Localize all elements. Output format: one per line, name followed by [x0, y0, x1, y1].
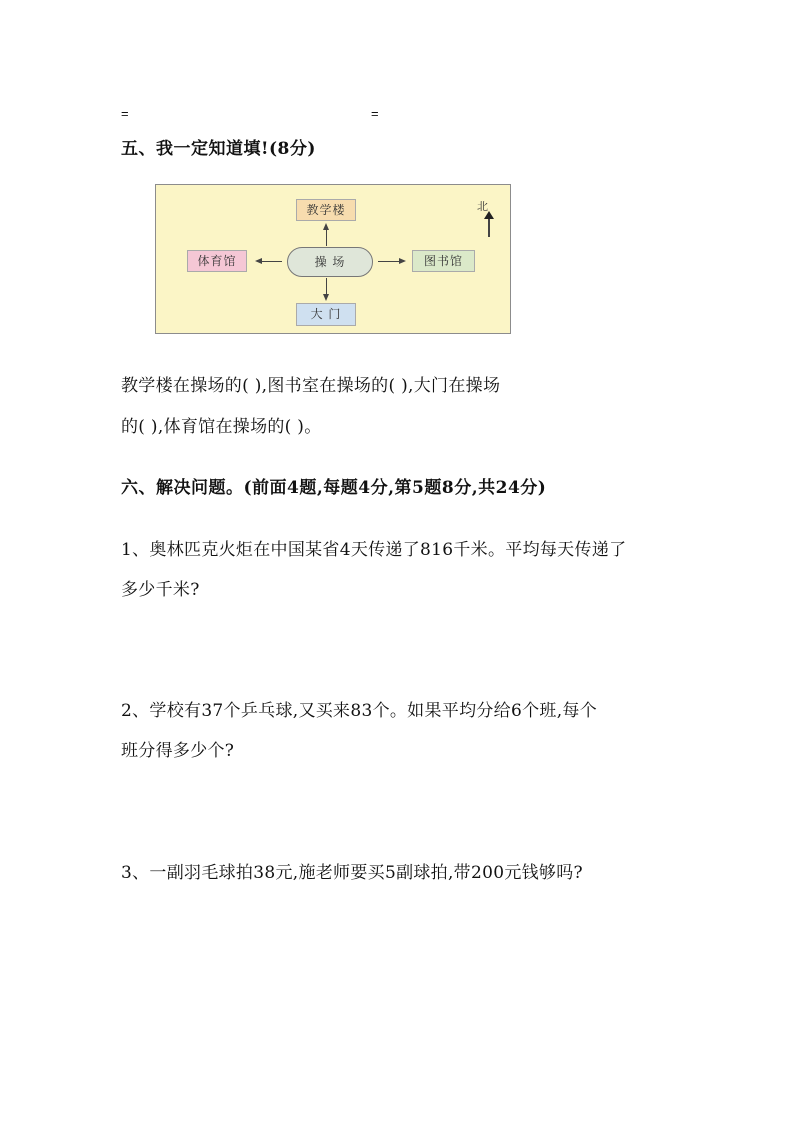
question1-line1: 1、奥林匹克火炬在中国某省4天传递了816千米。平均每天传递了 [121, 540, 627, 560]
building-north-label: 教学楼 [306, 203, 346, 217]
section5-title: 五、我一定知道填!(8分) [121, 139, 316, 159]
north-arrow-icon [488, 217, 490, 237]
building-west [187, 250, 247, 272]
north-label: 北 [477, 200, 488, 213]
building-south-label: 大 门 [310, 307, 342, 321]
section5-line2: 的( ),体育馆在操场的( )。 [121, 417, 322, 437]
arrow-to-north-line [326, 229, 327, 246]
arrow-to-east-line [378, 261, 399, 262]
equals-sign-right: = [371, 106, 379, 121]
section6-title: 六、解决问题。(前面4题,每题4分,第5题8分,共24分) [121, 478, 547, 498]
building-north [296, 199, 356, 221]
building-west-label: 体育馆 [197, 254, 237, 268]
section5-line1: 教学楼在操场的( ),图书室在操场的( ),大门在操场 [121, 376, 501, 396]
question2-line2: 班分得多少个? [121, 741, 235, 761]
equals-sign-left: = [121, 106, 129, 121]
arrow-to-south-line [326, 278, 327, 294]
arrow-right-icon [399, 258, 406, 264]
playground-center [287, 247, 373, 277]
question3-line1: 3、一副羽毛球拍38元,施老师要买5副球拍,带200元钱够吗? [121, 863, 583, 883]
arrow-to-west-line [262, 261, 282, 262]
arrow-left-icon [255, 258, 262, 264]
playground-label: 操 场 [314, 255, 346, 269]
north-arrowhead-icon [484, 211, 494, 219]
question2-line1: 2、学校有37个乒乓球,又买来83个。如果平均分给6个班,每个 [121, 701, 598, 721]
direction-map [155, 184, 511, 334]
building-east-label: 图书馆 [423, 254, 463, 268]
arrow-down-icon [323, 294, 329, 301]
building-east [412, 250, 475, 272]
arrow-up-icon [323, 223, 329, 230]
question1-line2: 多少千米? [121, 580, 200, 600]
building-south [296, 303, 356, 326]
